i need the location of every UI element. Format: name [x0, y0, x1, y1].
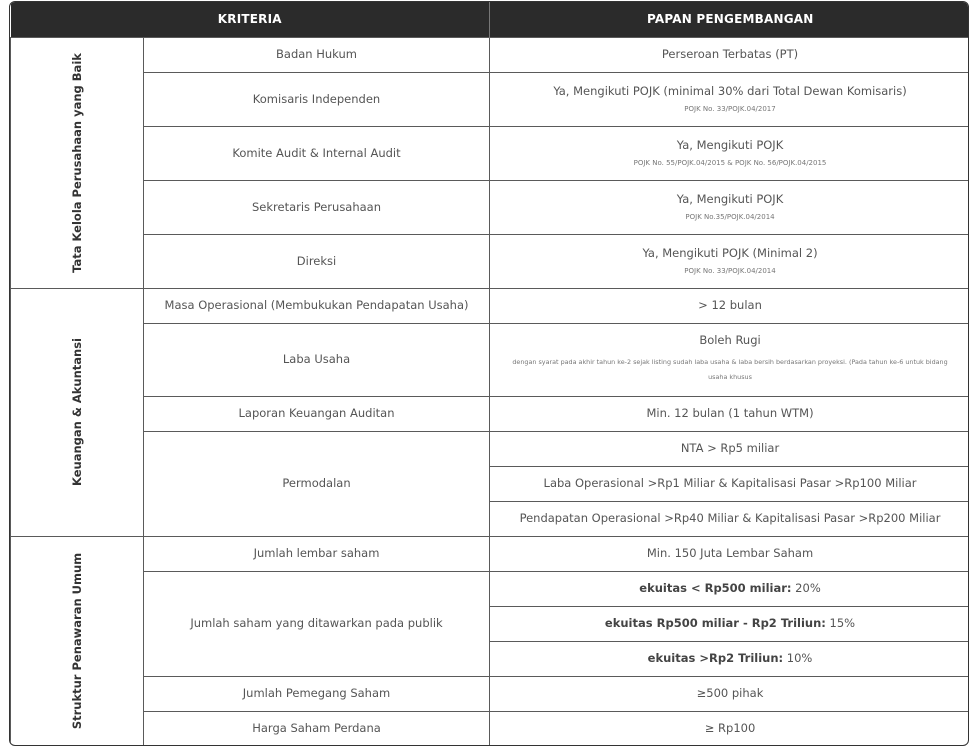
- equity-percentage: 10%: [783, 651, 813, 666]
- criterion-cell: Masa Operasional (Membukukan Pendapatan Usaha): [144, 288, 490, 323]
- equity-threshold: ekuitas Rp500 miliar - Rp2 Triliun:: [604, 616, 826, 631]
- regulation-reference: POJK No. 33/POJK.04/2014: [684, 267, 776, 276]
- option-cell: [490, 571, 969, 606]
- table-row: [11, 711, 970, 746]
- table-row: [11, 37, 970, 72]
- value-cell: ≥ Rp100: [490, 711, 969, 746]
- value-text: Ya, Mengikuti POJK (minimal 30% dari Total Dewan Komisaris): [553, 83, 907, 98]
- table-header-row: [11, 2, 970, 37]
- value-cell: [490, 323, 969, 396]
- criteria-table: [10, 2, 969, 746]
- equity-percentage: 20%: [791, 581, 821, 596]
- value-cell: [490, 180, 969, 234]
- regulation-reference: POJK No. 55/POJK.04/2015 & POJK No. 56/POJK.04/2015: [633, 159, 827, 168]
- value-cell: Min. 12 bulan (1 tahun WTM): [490, 396, 969, 431]
- value-cell: > 12 bulan: [490, 288, 969, 323]
- criterion-cell: Laporan Keuangan Auditan: [144, 396, 490, 431]
- criterion-cell: Permodalan: [144, 431, 490, 536]
- table-row: [11, 180, 970, 234]
- criterion-cell: Komite Audit & Internal Audit: [144, 126, 490, 180]
- category-tata-kelola: [11, 37, 144, 288]
- table-row: [11, 571, 970, 606]
- criterion-cell: Jumlah saham yang ditawarkan pada publik: [144, 571, 490, 676]
- option-cell: Pendapatan Operasional >Rp40 Miliar & Kapitalisasi Pasar >Rp200 Miliar: [490, 501, 969, 536]
- criterion-cell: Badan Hukum: [144, 37, 490, 72]
- value-cell: Min. 150 Juta Lembar Saham: [490, 536, 969, 571]
- criterion-cell: Sekretaris Perusahaan: [144, 180, 490, 234]
- table-row: [11, 676, 970, 711]
- criterion-cell: Harga Saham Perdana: [144, 711, 490, 746]
- table-row: [11, 234, 970, 288]
- option-cell: Laba Operasional >Rp1 Miliar & Kapitalisasi Pasar >Rp100 Miliar: [490, 466, 969, 501]
- equity-percentage: 15%: [825, 616, 856, 631]
- category-struktur: [11, 536, 144, 746]
- table-row: [11, 431, 970, 466]
- criterion-cell: Direksi: [144, 234, 490, 288]
- header-papan-pengembangan: PAPAN PENGEMBANGAN: [490, 2, 969, 37]
- criterion-cell: Laba Usaha: [144, 323, 490, 396]
- criteria-table-container: [9, 1, 969, 746]
- criterion-cell: Komisaris Independen: [144, 72, 490, 126]
- option-cell: [490, 641, 969, 676]
- table-row: [11, 536, 970, 571]
- value-text: Ya, Mengikuti POJK: [676, 191, 784, 206]
- regulation-reference: POJK No. 33/POJK.04/2017: [684, 105, 776, 114]
- criterion-cell: Jumlah lembar saham: [144, 536, 490, 571]
- value-text: Ya, Mengikuti POJK: [676, 137, 784, 152]
- value-cell: ≥500 pihak: [490, 676, 969, 711]
- option-cell: NTA > Rp5 miliar: [490, 431, 969, 466]
- category-keuangan: [11, 288, 144, 536]
- category-label: Struktur Penawaran Umum: [69, 552, 84, 730]
- table-row: [11, 126, 970, 180]
- criterion-cell: Jumlah Pemegang Saham: [144, 676, 490, 711]
- category-label: Keuangan & Akuntansi: [69, 337, 84, 487]
- table-row: [11, 288, 970, 323]
- header-kriteria: KRITERIA: [11, 2, 490, 37]
- value-cell: Perseroan Terbatas (PT): [490, 37, 969, 72]
- value-cell: [490, 72, 969, 126]
- value-cell: [490, 234, 969, 288]
- equity-threshold: ekuitas >Rp2 Triliun:: [647, 651, 784, 666]
- regulation-reference: POJK No.35/POJK.04/2014: [685, 213, 775, 222]
- option-cell: [490, 606, 969, 641]
- value-text: Ya, Mengikuti POJK (Minimal 2): [642, 245, 818, 260]
- table-row: [11, 323, 970, 396]
- table-row: [11, 72, 970, 126]
- equity-threshold: ekuitas < Rp500 miliar:: [639, 581, 792, 596]
- regulation-note: dengan syarat pada akhir tahun ke-2 sejak listing sudah laba usaha & laba bersih berdasarkan proyeksi. (Pada tahun ke-6 untuk bidang usaha khusus: [512, 357, 948, 382]
- table-row: [11, 396, 970, 431]
- category-label: Tata Kelola Perusahaan yang Baik: [69, 52, 84, 273]
- value-text: Boleh Rugi: [699, 333, 761, 348]
- value-cell: [490, 126, 969, 180]
